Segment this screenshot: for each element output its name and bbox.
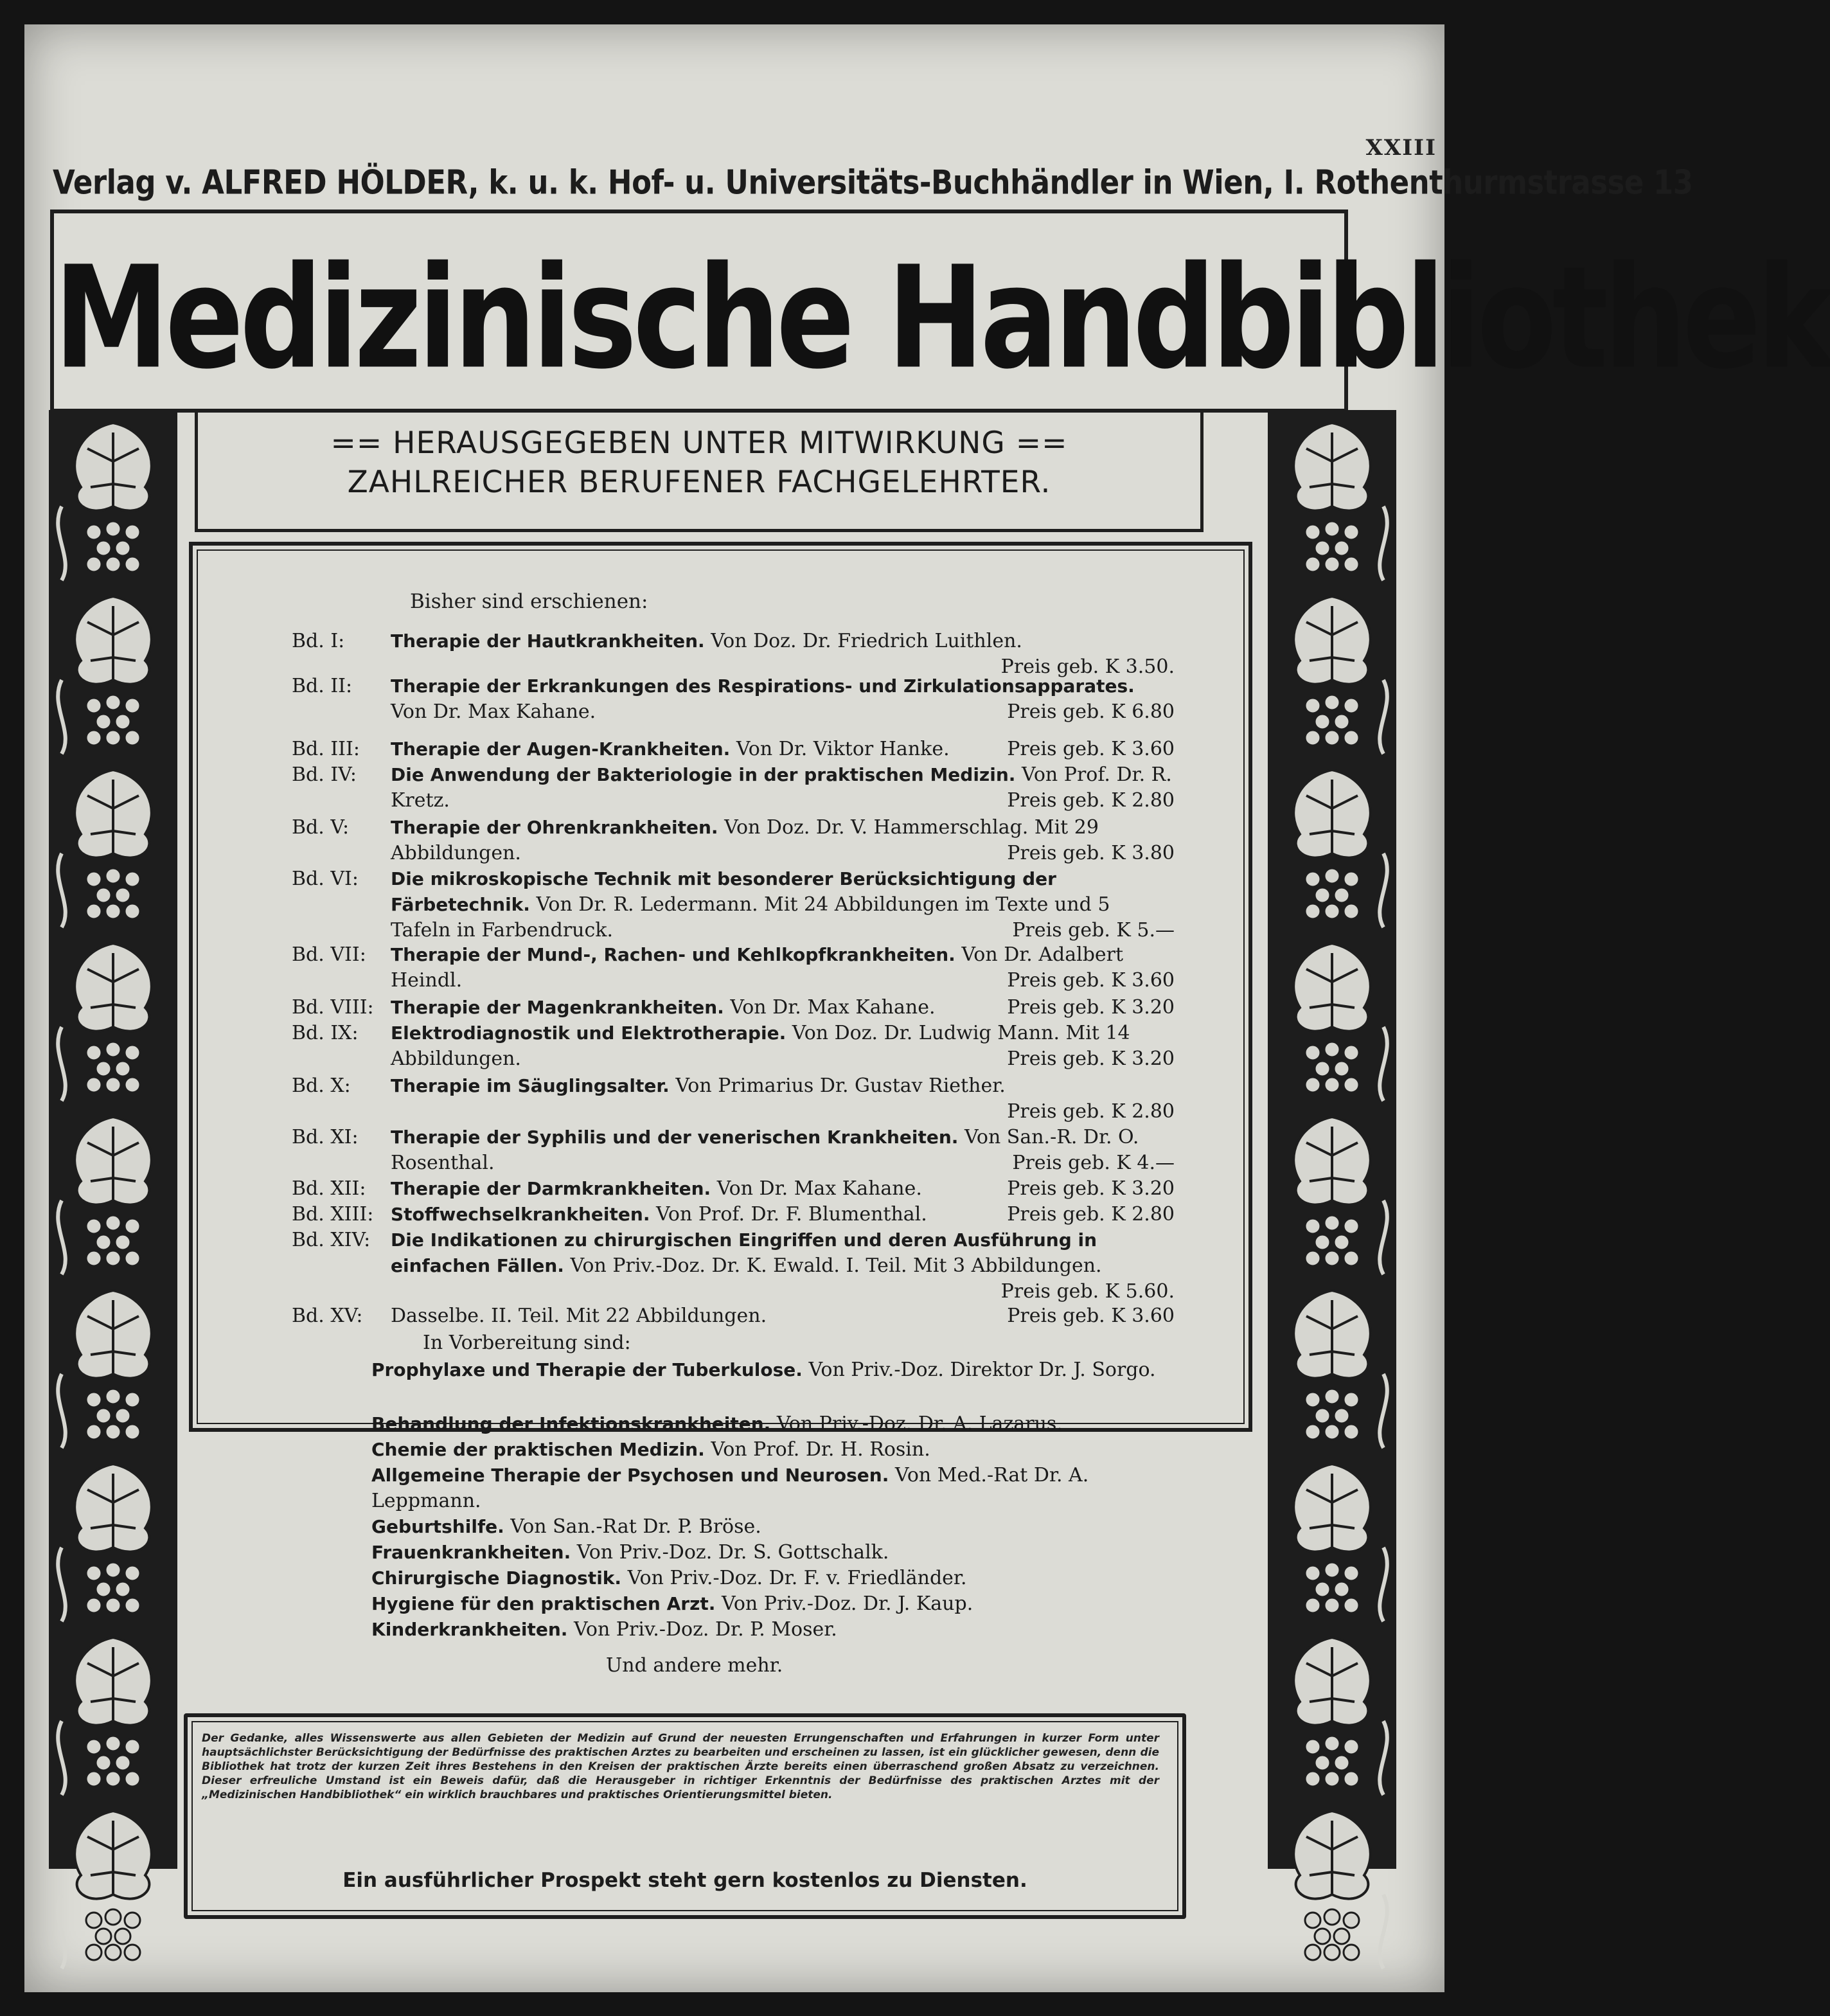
publisher-line: Verlag v. ALFRED HÖLDER, k. u. k. Hof- u. Universitäts-Buchhändler in Wien, I. Rothenthurmstrasse 13 <box>53 163 1693 202</box>
volume-author: Dasselbe. II. Teil. Mit 22 Abbildungen. <box>391 1305 767 1327</box>
volume-entry <box>24 1073 1181 1125</box>
volume-price: Preis geb. K 2.80 <box>999 1202 1175 1227</box>
volume-text <box>391 1021 1175 1072</box>
volume-price: Preis geb. K 2.80 <box>999 1099 1175 1125</box>
volume-author: Von Doz. Dr. Ludwig Mann. Mit 14 Abbildungen. <box>391 1022 1130 1070</box>
preparation-item <box>371 1437 1175 1463</box>
volume-title: Therapie der Magenkrankheiten. <box>391 997 724 1018</box>
volume-entry <box>24 629 1181 680</box>
volume-number: Bd. IV: <box>292 763 357 786</box>
note-text: Der Gedanke, alles Wissenswerte aus allen Gebieten der Medizin auf Grund der neuesten Errungenschaften und Erfahrungen in kurzer Form unter hauptsächlichster Berücksichtigung der Bedürfnisse des praktischen Arztes zu bearbeiten und erscheinen zu lassen, ist ein glücklicher gewesen, denn die Bibliothek hat trotz der kurzen Zeit ihres Bestehens in den Kreisen der praktischen Ärzte bereits einen überraschend großen Absatz zu verzeichnen. Dieser erfreuliche Umstand ist ein Beweis dafür, daß die Herausgeber in richtiger Erkenntnis der Bedürfnisse des praktischen Arztes mit der „Medizinischen Handbibliothek“ ein wirklich brauchbares und praktisches Orientierungsmittel bieten. <box>202 1732 1159 1801</box>
volume-text <box>391 866 1175 943</box>
volume-title: Die mikroskopische Technik mit besonderer Berücksichtigung der Färbetechnik. <box>391 868 1056 915</box>
volume-title: Therapie im Säuglingsalter. <box>391 1075 670 1096</box>
volume-entry <box>24 866 1181 943</box>
volume-author: Von Dr. R. Ledermann. Mit 24 Abbildungen im Texte und 5 Tafeln in Farbendruck. <box>391 893 1110 941</box>
volume-price: Preis geb. K 5.— <box>1004 918 1175 943</box>
volume-text <box>391 1073 1175 1125</box>
volume-title: Therapie der Syphilis und der venerischen Krankheiten. <box>391 1127 959 1148</box>
intro-heading: Bisher sind erschienen: <box>410 590 648 613</box>
volume-entry <box>24 1021 1181 1072</box>
volume-title: Therapie der Augen-Krankheiten. <box>391 738 731 760</box>
prospectus-note: Ein ausführlicher Prospekt steht gern kostenlos zu Diensten. <box>342 1869 1027 1892</box>
preparation-title: Allgemeine Therapie der Psychosen und Neurosen. <box>371 1465 889 1486</box>
note-frame <box>184 1713 1186 1919</box>
volume-number: Bd. X: <box>292 1075 351 1097</box>
volume-number: Bd. XIV: <box>292 1229 371 1251</box>
volume-text <box>391 1227 1175 1305</box>
preparation-author: Von Priv.-Doz. Dr. A. Lazarus. <box>776 1413 1063 1435</box>
subtitle-line-1: == HERAUSGEGEBEN UNTER MITWIRKUNG == <box>330 425 1068 461</box>
volume-price: Preis geb. K 2.80 <box>999 788 1175 814</box>
subtitle-line-2: ZAHLREICHER BERUFENER FACHGELEHRTER. <box>347 465 1051 500</box>
preparation-title: Hygiene für den praktischen Arzt. <box>371 1593 716 1614</box>
volume-number: Bd. XI: <box>292 1126 359 1148</box>
volume-number: Bd. I: <box>292 630 345 652</box>
volume-price: Preis geb. K 3.50. <box>993 654 1175 680</box>
outro-text: Und andere mehr. <box>606 1654 783 1677</box>
volume-text <box>391 1303 1175 1329</box>
volume-entry <box>24 762 1181 814</box>
volume-title: Therapie der Hautkrankheiten. <box>391 630 705 652</box>
preparation-title: Kinderkrankheiten. <box>371 1619 568 1640</box>
volume-entry <box>24 736 1181 762</box>
preparation-item <box>371 1566 1175 1591</box>
volume-entry <box>24 942 1181 994</box>
preparation-item <box>371 1591 1175 1617</box>
preparation-author: Von Priv.-Doz. Dr. S. Gottschalk. <box>576 1541 889 1564</box>
volume-author: Von Dr. Max Kahane. <box>391 700 596 723</box>
volume-entry <box>24 673 1181 725</box>
page-title: Medizinische Handbibliothek <box>54 236 1830 400</box>
volume-price: Preis geb. K 3.60 <box>999 1303 1175 1329</box>
preparation-title: Geburtshilfe. <box>371 1516 504 1537</box>
volume-number: Bd. XIII: <box>292 1203 374 1226</box>
preparation-heading: In Vorbereitung sind: <box>423 1332 631 1354</box>
volume-title: Therapie der Darmkrankheiten. <box>391 1178 711 1199</box>
volume-entry <box>24 815 1181 866</box>
volume-author: Von Dr. Max Kahane. <box>716 1177 922 1200</box>
volume-entry <box>24 995 1181 1021</box>
volume-title: Stoffwechselkrankheiten. <box>391 1204 650 1225</box>
volume-number: Bd. II: <box>292 675 353 697</box>
volume-price: Preis geb. K 5.60. <box>993 1279 1175 1305</box>
volume-entry <box>24 1176 1181 1202</box>
preparation-title: Chemie der praktischen Medizin. <box>371 1439 705 1460</box>
volume-price: Preis geb. K 4.— <box>1004 1150 1175 1176</box>
volume-number: Bd. VIII: <box>292 996 374 1019</box>
preparation-title: Behandlung der Infektionskrankheiten. <box>371 1413 771 1434</box>
volume-entry <box>24 1227 1181 1305</box>
volume-author: Von Doz. Dr. V. Hammerschlag. Mit 29 Abbildungen. <box>391 816 1099 864</box>
preparation-item <box>371 1357 1175 1409</box>
preparation-author: Von Priv.-Doz. Dr. P. Moser. <box>573 1618 837 1641</box>
volume-price: Preis geb. K 6.80 <box>999 699 1175 725</box>
volume-text <box>391 995 1175 1021</box>
volume-entry <box>24 1303 1181 1329</box>
volume-text <box>391 736 1175 762</box>
preparation-item <box>371 1617 1175 1643</box>
volume-number: Bd. IX: <box>292 1022 359 1044</box>
preparation-author: Von Med.-Rat Dr. A. Leppmann. <box>371 1464 1089 1512</box>
volume-title: Die Anwendung der Bakteriologie in der praktischen Medizin. <box>391 764 1016 785</box>
volume-entry <box>24 1202 1181 1227</box>
volume-title: Elektrodiagnostik und Elektrotherapie. <box>391 1022 786 1044</box>
volume-author: Von Primarius Dr. Gustav Riether. <box>675 1075 1006 1097</box>
page <box>24 24 1830 1992</box>
volume-entry <box>24 1125 1181 1176</box>
preparation-title: Prophylaxe und Therapie der Tuberkulose. <box>371 1359 803 1380</box>
volume-title: Die Indikationen zu chirurgischen Eingriffen und deren Ausführung in einfachen Fällen. <box>391 1229 1097 1276</box>
preparation-title: Frauenkrankheiten. <box>371 1542 571 1563</box>
volume-text <box>391 1125 1175 1176</box>
volume-author: Von Doz. Dr. Friedrich Luithlen. <box>711 630 1022 652</box>
volume-author: Von Dr. Adalbert Heindl. <box>391 943 1124 992</box>
volume-text <box>391 1202 1175 1227</box>
volume-price: Preis geb. K 3.20 <box>999 1046 1175 1072</box>
preparation-author: Von Prof. Dr. H. Rosin. <box>711 1438 930 1461</box>
volume-price: Preis geb. K 3.60 <box>999 736 1175 762</box>
volume-author: Von Dr. Viktor Hanke. <box>736 738 950 760</box>
volume-title: Therapie der Erkrankungen des Respirations- und Zirkulationsapparates. <box>391 675 1135 697</box>
volume-text <box>391 629 1175 680</box>
volume-number: Bd. VI: <box>292 868 359 890</box>
preparation-author: Von San.-Rat Dr. P. Bröse. <box>510 1515 761 1538</box>
preparation-item <box>371 1540 1175 1566</box>
volume-text <box>391 815 1175 866</box>
volume-text <box>391 1176 1175 1202</box>
volume-number: Bd. XV: <box>292 1305 363 1327</box>
volume-number: Bd. VII: <box>292 943 366 966</box>
volume-number: Bd. XII: <box>292 1177 366 1200</box>
title-frame <box>50 210 1830 413</box>
subtitle-frame <box>195 410 1204 532</box>
volume-text <box>391 762 1175 814</box>
preparation-item <box>371 1411 1175 1437</box>
preparation-title: Chirurgische Diagnostik. <box>371 1567 622 1589</box>
volume-text <box>391 673 1175 725</box>
volume-number: Bd. V: <box>292 816 350 839</box>
volume-price: Preis geb. K 3.60 <box>999 968 1175 994</box>
vine-ornament-right-icon <box>1268 410 1396 1869</box>
volume-author: Von Prof. Dr. R. Kretz. <box>391 763 1172 812</box>
volume-author: Von San.-R. Dr. O. Rosenthal. <box>391 1126 1139 1174</box>
volume-price: Preis geb. K 3.80 <box>999 841 1175 866</box>
volume-price: Preis geb. K 3.20 <box>999 1176 1175 1202</box>
volume-author: Von Prof. Dr. F. Blumenthal. <box>656 1203 927 1226</box>
preparation-author: Von Priv.-Doz. Direktor Dr. J. Sorgo. <box>808 1359 1156 1381</box>
preparation-author: Von Priv.-Doz. Dr. J. Kaup. <box>721 1592 973 1615</box>
volume-text <box>391 942 1175 994</box>
volume-number: Bd. III: <box>292 738 360 760</box>
page-number: XXIII <box>1365 135 1437 161</box>
volume-title: Therapie der Mund-, Rachen- und Kehlkopfkrankheiten. <box>391 944 955 965</box>
volume-author: Von Priv.-Doz. Dr. K. Ewald. I. Teil. Mit 3 Abbildungen. <box>570 1254 1102 1277</box>
preparation-author: Von Priv.-Doz. Dr. F. v. Friedländer. <box>627 1567 967 1589</box>
volume-author: Von Dr. Max Kahane. <box>730 996 936 1019</box>
volume-price: Preis geb. K 3.20 <box>999 995 1175 1021</box>
preparation-item <box>371 1514 1175 1540</box>
preparation-item <box>371 1463 1175 1514</box>
volume-title: Therapie der Ohrenkrankheiten. <box>391 817 718 838</box>
